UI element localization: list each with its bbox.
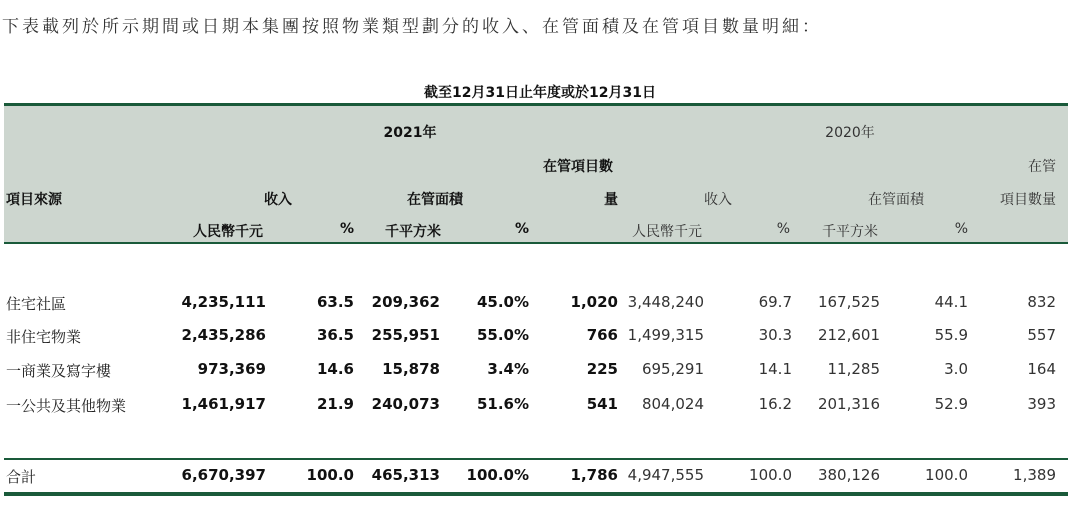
table-row-3-gfa21: 240,073 (371, 395, 440, 413)
table-row-3-pct20: 16.2 (758, 395, 792, 413)
table-row-3-proj20: 393 (1027, 395, 1056, 413)
table-row-1-gfa20: 212,601 (817, 326, 880, 344)
table-row-1-rev21: 2,435,286 (181, 326, 266, 344)
gfa-2021-header: 在管面積 (407, 192, 463, 208)
total-row-rev21: 6,670,397 (181, 466, 266, 484)
intro-text: 下表載列於所示期間或日期本集團按照物業類型劃分的收入、在管面積及在管項目數量明細： (2, 17, 822, 37)
total-top-rule (4, 458, 1068, 460)
period-header: 截至12月31日止年度或於12月31日 (424, 85, 656, 101)
table-row-0-rev21: 4,235,111 (181, 293, 266, 311)
table-row-0-label: 住宅社區 (6, 295, 67, 313)
table-row-1-gpct21: 55.0% (476, 326, 529, 344)
table-row-3-rev20: 804,024 (641, 395, 704, 413)
table-row-1-gfa21: 255,951 (371, 326, 440, 344)
revenue-2020-header: 收入 (704, 192, 732, 208)
projects-2020-header-line2: 項目數量 (1000, 192, 1056, 208)
table-row-3-label: 一公共及其他物業 (6, 397, 127, 415)
unit-pct-2020: % (776, 221, 790, 237)
year-2020-header: 2020年 (825, 125, 875, 141)
source-column-header: 項目來源 (6, 192, 62, 208)
table-header-bottom-rule (4, 242, 1068, 244)
table-row-2-label: 一商業及寫字樓 (6, 362, 112, 380)
table-row-1-gpct20: 55.9 (934, 326, 968, 344)
table-row-2-pct21: 14.6 (316, 360, 354, 378)
total-row-proj21: 1,786 (570, 466, 618, 484)
table-row-3-proj21: 541 (586, 395, 618, 413)
table-row-0-pct21: 63.5 (316, 293, 354, 311)
table-row-0-gpct20: 44.1 (934, 293, 968, 311)
total-bottom-rule (4, 492, 1068, 496)
projects-2021-header-line1: 在管項目數 (543, 159, 613, 175)
table-row-0-proj20: 832 (1027, 293, 1056, 311)
table-row-1-rev20: 1,499,315 (627, 326, 704, 344)
unit-sqm-2020: 千平方米 (822, 224, 878, 240)
table-row-1-label: 非住宅物業 (6, 328, 82, 346)
table-row-1-pct20: 30.3 (758, 326, 792, 344)
table-row-1-proj20: 557 (1027, 326, 1056, 344)
total-row-gfa21: 465,313 (371, 466, 440, 484)
unit-gpct-2020: % (954, 221, 968, 237)
table-header-background (4, 106, 1068, 244)
table-row-2-rev20: 695,291 (641, 360, 704, 378)
revenue-2021-header: 收入 (264, 192, 292, 208)
gfa-2020-header: 在管面積 (868, 192, 924, 208)
total-row-gpct21: 100.0% (466, 466, 529, 484)
unit-sqm-2021: 千平方米 (385, 224, 441, 240)
table-row-0-gfa21: 209,362 (371, 293, 440, 311)
total-row-gpct20: 100.0 (925, 466, 968, 484)
unit-rmb-2021: 人民幣千元 (193, 224, 263, 240)
table-row-2-rev21: 973,369 (197, 360, 266, 378)
table-row-2-proj21: 225 (586, 360, 618, 378)
unit-gpct-2021: % (514, 221, 529, 237)
table-row-1-proj21: 766 (586, 326, 618, 344)
table-row-2-gfa20: 11,285 (827, 360, 880, 378)
table-row-0-proj21: 1,020 (570, 293, 618, 311)
total-row-proj20: 1,389 (1013, 466, 1056, 484)
table-row-2-gpct20: 3.0 (944, 360, 968, 378)
table-row-3-gpct21: 51.6% (476, 395, 529, 413)
table-row-1-pct21: 36.5 (316, 326, 354, 344)
table-row-0-pct20: 69.7 (758, 293, 792, 311)
table-row-2-gfa21: 15,878 (382, 360, 440, 378)
total-row-pct21: 100.0 (306, 466, 354, 484)
total-row-gfa20: 380,126 (817, 466, 880, 484)
table-row-3-gpct20: 52.9 (934, 395, 968, 413)
table-row-2-pct20: 14.1 (758, 360, 792, 378)
table-row-2-proj20: 164 (1027, 360, 1056, 378)
table-row-0-gfa20: 167,525 (817, 293, 880, 311)
projects-2020-header-line1: 在管 (1028, 159, 1056, 175)
projects-2021-header-line2: 量 (604, 192, 618, 208)
total-row-label: 合計 (6, 468, 37, 486)
table-row-3-gfa20: 201,316 (817, 395, 880, 413)
table-row-3-pct21: 21.9 (316, 395, 354, 413)
table-row-0-gpct21: 45.0% (476, 293, 529, 311)
total-row-rev20: 4,947,555 (627, 466, 704, 484)
table-row-3-rev21: 1,461,917 (181, 395, 266, 413)
unit-rmb-2020: 人民幣千元 (632, 224, 702, 240)
year-2021-header: 2021年 (383, 125, 437, 141)
table-row-2-gpct21: 3.4% (487, 360, 529, 378)
table-row-0-rev20: 3,448,240 (627, 293, 704, 311)
total-row-pct20: 100.0 (749, 466, 792, 484)
unit-pct-2021: % (339, 221, 354, 237)
